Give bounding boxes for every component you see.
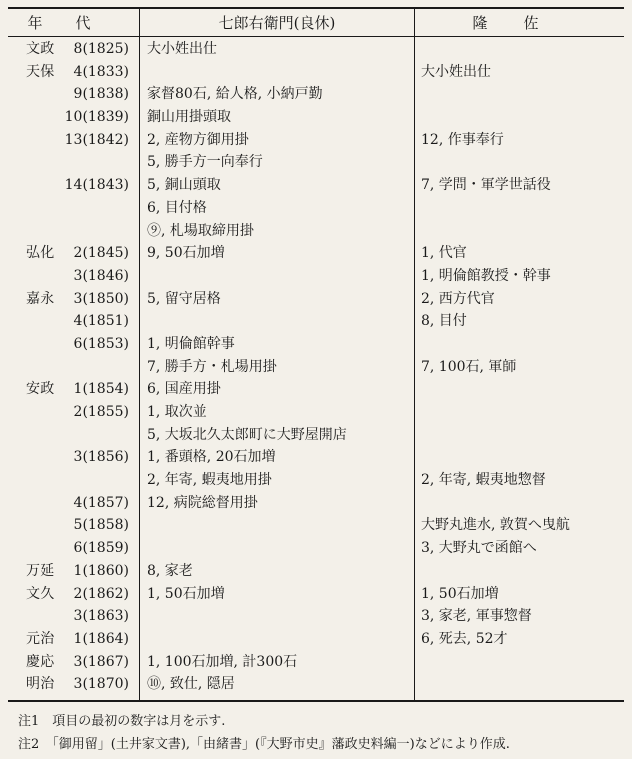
table-row [0,651,632,674]
year-cell: 2(1862) [73,585,129,602]
person-a-cell: 6, 目付格 [147,199,207,216]
year-cell: 3(1856) [73,449,129,466]
person-b-cell: 2, 年寄, 蝦夷地惣督 [421,472,546,489]
table-row [0,356,632,379]
table-row [0,673,632,696]
era-cell: 文久 [26,585,55,602]
header-year: 年代 [27,14,124,32]
year-cell: 13(1842) [64,131,129,148]
year-cell: 3(1863) [73,608,129,625]
person-a-cell: 9, 50石加増 [147,245,225,262]
table-top-rule [8,7,624,9]
table-row [0,61,632,84]
table-row [0,106,632,129]
person-b-cell: 大野丸進水, 敦賀へ曳航 [421,517,570,534]
person-b-cell: 6, 死去, 52才 [421,630,508,647]
year-cell: 3(1846) [73,267,129,284]
person-b-cell: 7, 学問・軍学世話役 [421,177,551,194]
person-b-cell: 12, 作事奉行 [421,131,504,148]
table-row [0,605,632,628]
year-cell: 2(1855) [73,404,129,420]
table-bottom-rule [8,700,624,702]
person-b-cell: 3, 家老, 軍事惣督 [421,608,532,625]
person-a-cell: 5, 勝手方一向奉行 [147,154,263,171]
era-cell: 弘化 [26,245,55,262]
year-cell: 1(1854) [73,381,129,398]
year-cell: 2(1845) [73,245,129,262]
table-row [0,628,632,651]
person-b-cell: 1, 50石加増 [421,585,499,602]
table-row [0,242,632,265]
era-cell: 嘉永 [26,290,55,307]
person-a-cell: 6, 国産用掛 [147,381,221,398]
table-row [0,129,632,152]
footnote-1: 注1 項目の最初の数字は月を示す. [18,714,226,729]
year-cell: 3(1850) [73,290,129,307]
person-a-cell: 1, 50石加増 [147,585,225,602]
table-row [0,288,632,311]
year-cell: 9(1838) [73,86,129,103]
person-a-cell: 2, 産物方御用掛 [147,131,249,148]
table-row [0,38,632,61]
person-a-cell: 2, 年寄, 蝦夷地用掛 [147,472,272,489]
person-b-cell: 3, 大野丸で函館へ [421,540,537,557]
person-a-cell: 12, 病院総督用掛 [147,494,258,511]
person-a-cell: 1, 100石加増, 計300石 [147,653,298,670]
table-row [0,560,632,583]
footnote-2: 注2 「御用留」(土井家文書),「由緒書」(『大野市史』藩政史料編一)などにより作成. [18,737,510,752]
person-a-cell: 大小姓出仕 [147,41,217,57]
person-a-cell: 家督80石, 給人格, 小納戸勤 [147,86,323,103]
footnotes [18,710,624,756]
year-cell: 1(1864) [73,630,129,647]
person-a-cell: 1, 取次並 [147,404,207,420]
year-cell: 6(1853) [73,335,129,352]
person-b-cell: 8, 目付 [421,313,467,330]
header-person-b: 隆佐 [472,14,575,32]
table-row [0,583,632,606]
table-row [0,310,632,333]
table-row [0,469,632,492]
table-row [0,83,632,106]
table-row [0,197,632,220]
era-cell: 万延 [26,562,55,579]
era-cell: 明治 [26,676,55,693]
table-row [0,514,632,537]
person-a-cell: ⑩, 致仕, 隠居 [147,676,235,693]
year-cell: 3(1870) [73,676,129,693]
era-cell: 文政 [26,41,55,57]
table-row [0,401,632,424]
era-cell: 元治 [26,630,55,647]
person-a-cell: 銅山用掛頭取 [147,109,231,126]
year-cell: 4(1833) [73,63,129,80]
person-a-cell: 8, 家老 [147,562,193,579]
person-a-cell: 1, 番頭格, 20石加増 [147,449,276,466]
year-cell: 5(1858) [73,517,129,534]
person-a-cell: 5, 留守居格 [147,290,221,307]
table-body [0,38,632,696]
table-row [0,446,632,469]
table-row [0,492,632,515]
table-row [0,220,632,243]
table-row [0,333,632,356]
person-a-cell: 5, 銅山頭取 [147,177,221,194]
person-a-cell: 1, 明倫館幹事 [147,335,235,352]
table-row [0,378,632,401]
person-b-cell: 1, 明倫館教授・幹事 [421,267,551,284]
year-cell: 14(1843) [64,177,129,194]
table-row [0,151,632,174]
year-cell: 4(1857) [73,494,129,511]
era-cell: 安政 [26,381,55,398]
header-rule [8,36,624,37]
person-a-cell: 5, 大坂北久太郎町に大野屋開店 [147,426,347,443]
table-row [0,424,632,447]
year-cell: 10(1839) [64,109,129,126]
person-b-cell: 1, 代官 [421,245,467,262]
era-cell: 天保 [26,63,55,80]
year-cell: 3(1867) [73,653,129,670]
header-person-a: 七郎右衛門(良休) [218,14,336,32]
person-b-cell: 7, 100石, 軍師 [421,358,517,375]
person-a-cell: 7, 勝手方・札場用掛 [147,358,277,375]
table-row [0,537,632,560]
year-cell: 1(1860) [73,562,129,579]
year-cell: 8(1825) [73,41,129,57]
year-cell: 6(1859) [73,540,129,557]
table-row [0,265,632,288]
person-a-cell: ⑨, 札場取締用掛 [147,222,254,239]
table-row [0,174,632,197]
era-cell: 慶応 [26,653,55,670]
person-b-cell: 2, 西方代官 [421,290,495,307]
person-b-cell: 大小姓出仕 [421,63,491,80]
year-cell: 4(1851) [73,313,129,330]
